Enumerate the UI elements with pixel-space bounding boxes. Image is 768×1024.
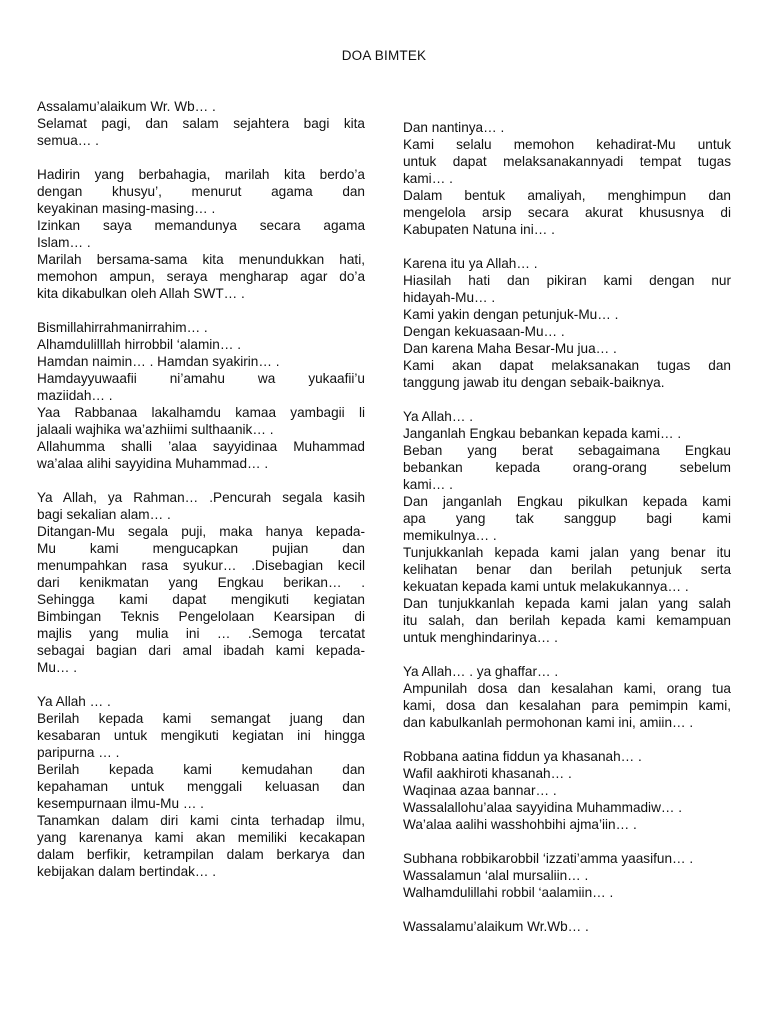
text-line: Bismillahirrahmanirrahim… . [37, 320, 208, 335]
text-line: dalam berfikir, ketrampilan dalam berkarya dan [37, 847, 365, 862]
text-line: memohon ampun, seraya mengharap agar do’a [37, 269, 365, 284]
text-line: sebagai bagian dari amal ibadah kami kepada- [37, 643, 365, 658]
text-line: Karena itu ya Allah… . [403, 256, 538, 271]
text-line: Ya Allah… . [403, 409, 474, 424]
text-line: Hamdan naimin… . Hamdan syakirin… . [37, 354, 280, 369]
text-line: Sehingga kami dapat mengikuti kegiatan [37, 592, 365, 607]
paragraph-gap [403, 731, 731, 748]
text-line: kami, dosa dan kesalahan para pemimpin kami, [403, 698, 731, 713]
text-line: apa yang tak sanggup bagi kami [403, 511, 731, 526]
text-line: paripurna … . [37, 745, 120, 760]
text-line: kesempurnaan ilmu-Mu … . [37, 796, 204, 811]
paragraph-gap [37, 472, 365, 489]
paragraph-gap [37, 302, 365, 319]
text-line: kami… . [403, 477, 453, 492]
paragraph-gap [403, 646, 731, 663]
text-line: yang karenanya kami akan memiliki kecakapan [37, 830, 365, 845]
paragraph-gap [403, 901, 731, 918]
text-line: maziidah… . [37, 388, 113, 403]
paragraph [403, 663, 731, 731]
text-line: Allahumma shalli ’alaa sayyidinaa Muhammad [37, 439, 365, 454]
paragraph [37, 319, 365, 472]
text-line: kepahaman untuk menggali keluasan dan [37, 779, 365, 794]
text-line: Dalam bentuk amaliyah, menghimpun dan [403, 188, 731, 203]
text-line: jalaali wajhika wa’azhiimi sulthaanik… . [37, 422, 274, 437]
text-line: Wassalallohu’alaa sayyidina Muhammadiw… . [403, 800, 683, 815]
text-line: itu salah, dan berilah kepada kami kemampuan [403, 613, 731, 628]
left-column [37, 98, 365, 880]
text-line: Tanamkan dalam diri kami cinta terhadap ilmu, [37, 813, 365, 828]
text-line: tanggung jawab itu dengan sebaik-baiknya. [403, 375, 665, 390]
text-line: Tunjukkanlah kepada kami jalan yang benar itu [403, 545, 731, 560]
text-line: Ampunilah dosa dan kesalahan kami, orang tua [403, 681, 731, 696]
text-line: hidayah-Mu… . [403, 290, 496, 305]
paragraph [403, 918, 731, 935]
paragraph-gap [37, 149, 365, 166]
text-line: semua… . [37, 133, 99, 148]
text-line: Yaa Rabbanaa lakalhamdu kamaa yambagii li [37, 405, 365, 420]
text-line: Ditangan-Mu segala puji, maka hanya kepada- [37, 524, 365, 539]
text-line: kesabaran untuk mengikuti kegiatan ini hingga [37, 728, 365, 743]
text-line: Hiasilah hati dan pikiran kami dengan nur [403, 273, 731, 288]
text-line: untuk menghindarinya… . [403, 630, 558, 645]
text-line: wa’alaa alihi sayyidina Muhammad… . [37, 456, 269, 471]
paragraph [403, 850, 731, 901]
text-line: kekuatan kepada kami untuk melakukannya… . [403, 579, 689, 594]
paragraph [37, 693, 365, 880]
text-line: Waqinaa azaa bannar… . [403, 783, 557, 798]
text-line: menumpahkan rasa syukur… .Disebagian kecil [37, 558, 365, 573]
paragraph-gap [403, 238, 731, 255]
text-line: Islam… . [37, 235, 91, 250]
text-line: Marilah bersama-sama kita menundukkan hati, [37, 252, 365, 267]
paragraph [37, 98, 365, 149]
text-line: Izinkan saya memandunya secara agama [37, 218, 365, 233]
right-column [403, 119, 731, 935]
paragraph [403, 255, 731, 391]
text-line: Beban yang berat sebagaimana Engkau [403, 443, 731, 458]
text-line: Walhamdulillahi robbil ‘aalamiin… . [403, 885, 614, 900]
text-line: mengelola arsip secara akurat khususnya di [403, 205, 731, 220]
text-line: Assalamu’alaikum Wr. Wb… . [37, 99, 216, 114]
text-line: Dan tunjukkanlah kepada kami jalan yang salah [403, 596, 731, 611]
text-line: Berilah kepada kami kemudahan dan [37, 762, 365, 777]
text-line: Dan nantinya… . [403, 120, 505, 135]
text-line: Dan karena Maha Besar-Mu jua… . [403, 341, 617, 356]
text-line: kebijakan dalam bertindak… . [37, 864, 217, 879]
text-line: Janganlah Engkau bebankan kepada kami… . [403, 426, 682, 441]
text-line: Ya Allah … . [37, 694, 111, 709]
text-line: kita dikabulkan oleh Allah SWT… . [37, 286, 245, 301]
text-line: Dengan kekuasaan-Mu… . [403, 324, 565, 339]
text-line: memikulnya… . [403, 528, 497, 543]
text-line: Kami yakin dengan petunjuk-Mu… . [403, 307, 619, 322]
text-line: dengan khusyu’, menurut agama dan [37, 184, 365, 199]
text-line: Kabupaten Natuna ini… . [403, 222, 555, 237]
text-line: Wassalamun ‘alal mursaliin… . [403, 868, 589, 883]
paragraph [403, 119, 731, 238]
text-line: Hamdayyuwaafii ni’amahu wa yukaafii’u [37, 371, 365, 386]
text-line: Subhana robbikarobbil ‘izzati’amma yaasifun… . [403, 851, 694, 866]
text-line: bagi sekalian alam… . [37, 507, 171, 522]
text-line: Kami selalu memohon kehadirat-Mu untuk [403, 137, 731, 152]
text-line: Bimbingan Teknis Pengelolaan Kearsipan di [37, 609, 365, 624]
text-line: Hadirin yang berbahagia, marilah kita berdo’a [37, 167, 365, 182]
text-line: Robbana aatina fiddun ya khasanah… . [403, 749, 642, 764]
paragraph-gap [403, 391, 731, 408]
paragraph [403, 748, 731, 833]
text-line: kelihatan benar dan berilah petunjuk serta [403, 562, 731, 577]
paragraph [403, 408, 731, 646]
text-line: Kami akan dapat melaksanakan tugas dan [403, 358, 731, 373]
text-line: Mu… . [37, 660, 78, 675]
paragraph [37, 489, 365, 676]
text-line: Wa’alaa aalihi wasshohbihi ajma’iin… . [403, 817, 637, 832]
paragraph-gap [37, 676, 365, 693]
text-line: Wafil aakhiroti khasanah… . [403, 766, 572, 781]
text-line: untuk dapat melaksanakannyadi tempat tugas [403, 154, 731, 169]
text-line: Selamat pagi, dan salam sejahtera bagi kita [37, 116, 365, 131]
text-line: Alhamdulilllah hirrobbil ‘alamin… . [37, 337, 241, 352]
text-line: majlis yang mulia ini … .Semoga tercatat [37, 626, 365, 641]
text-line: Ya Allah… . ya ghaffar… . [403, 664, 559, 679]
text-line: bebankan kepada orang-orang sebelum [403, 460, 731, 475]
text-line: Mu kami mengucapkan pujian dan [37, 541, 365, 556]
text-line: dari kenikmatan yang Engkau berikan… . [37, 575, 365, 590]
text-line: Ya Allah, ya Rahman… .Pencurah segala kasih [37, 490, 365, 505]
text-line: dan kabulkanlah permohonan kami ini, amiin… . [403, 715, 694, 730]
text-line: Wassalamu’alaikum Wr.Wb… . [403, 919, 589, 934]
text-line: kami… . [403, 171, 453, 186]
paragraph [37, 166, 365, 302]
text-line: Berilah kepada kami semangat juang dan [37, 711, 365, 726]
document-title: DOA BIMTEK [341, 48, 427, 63]
text-line: keyakinan masing-masing… . [37, 201, 216, 216]
text-line: Dan janganlah Engkau pikulkan kepada kami [403, 494, 731, 509]
paragraph-gap [403, 833, 731, 850]
